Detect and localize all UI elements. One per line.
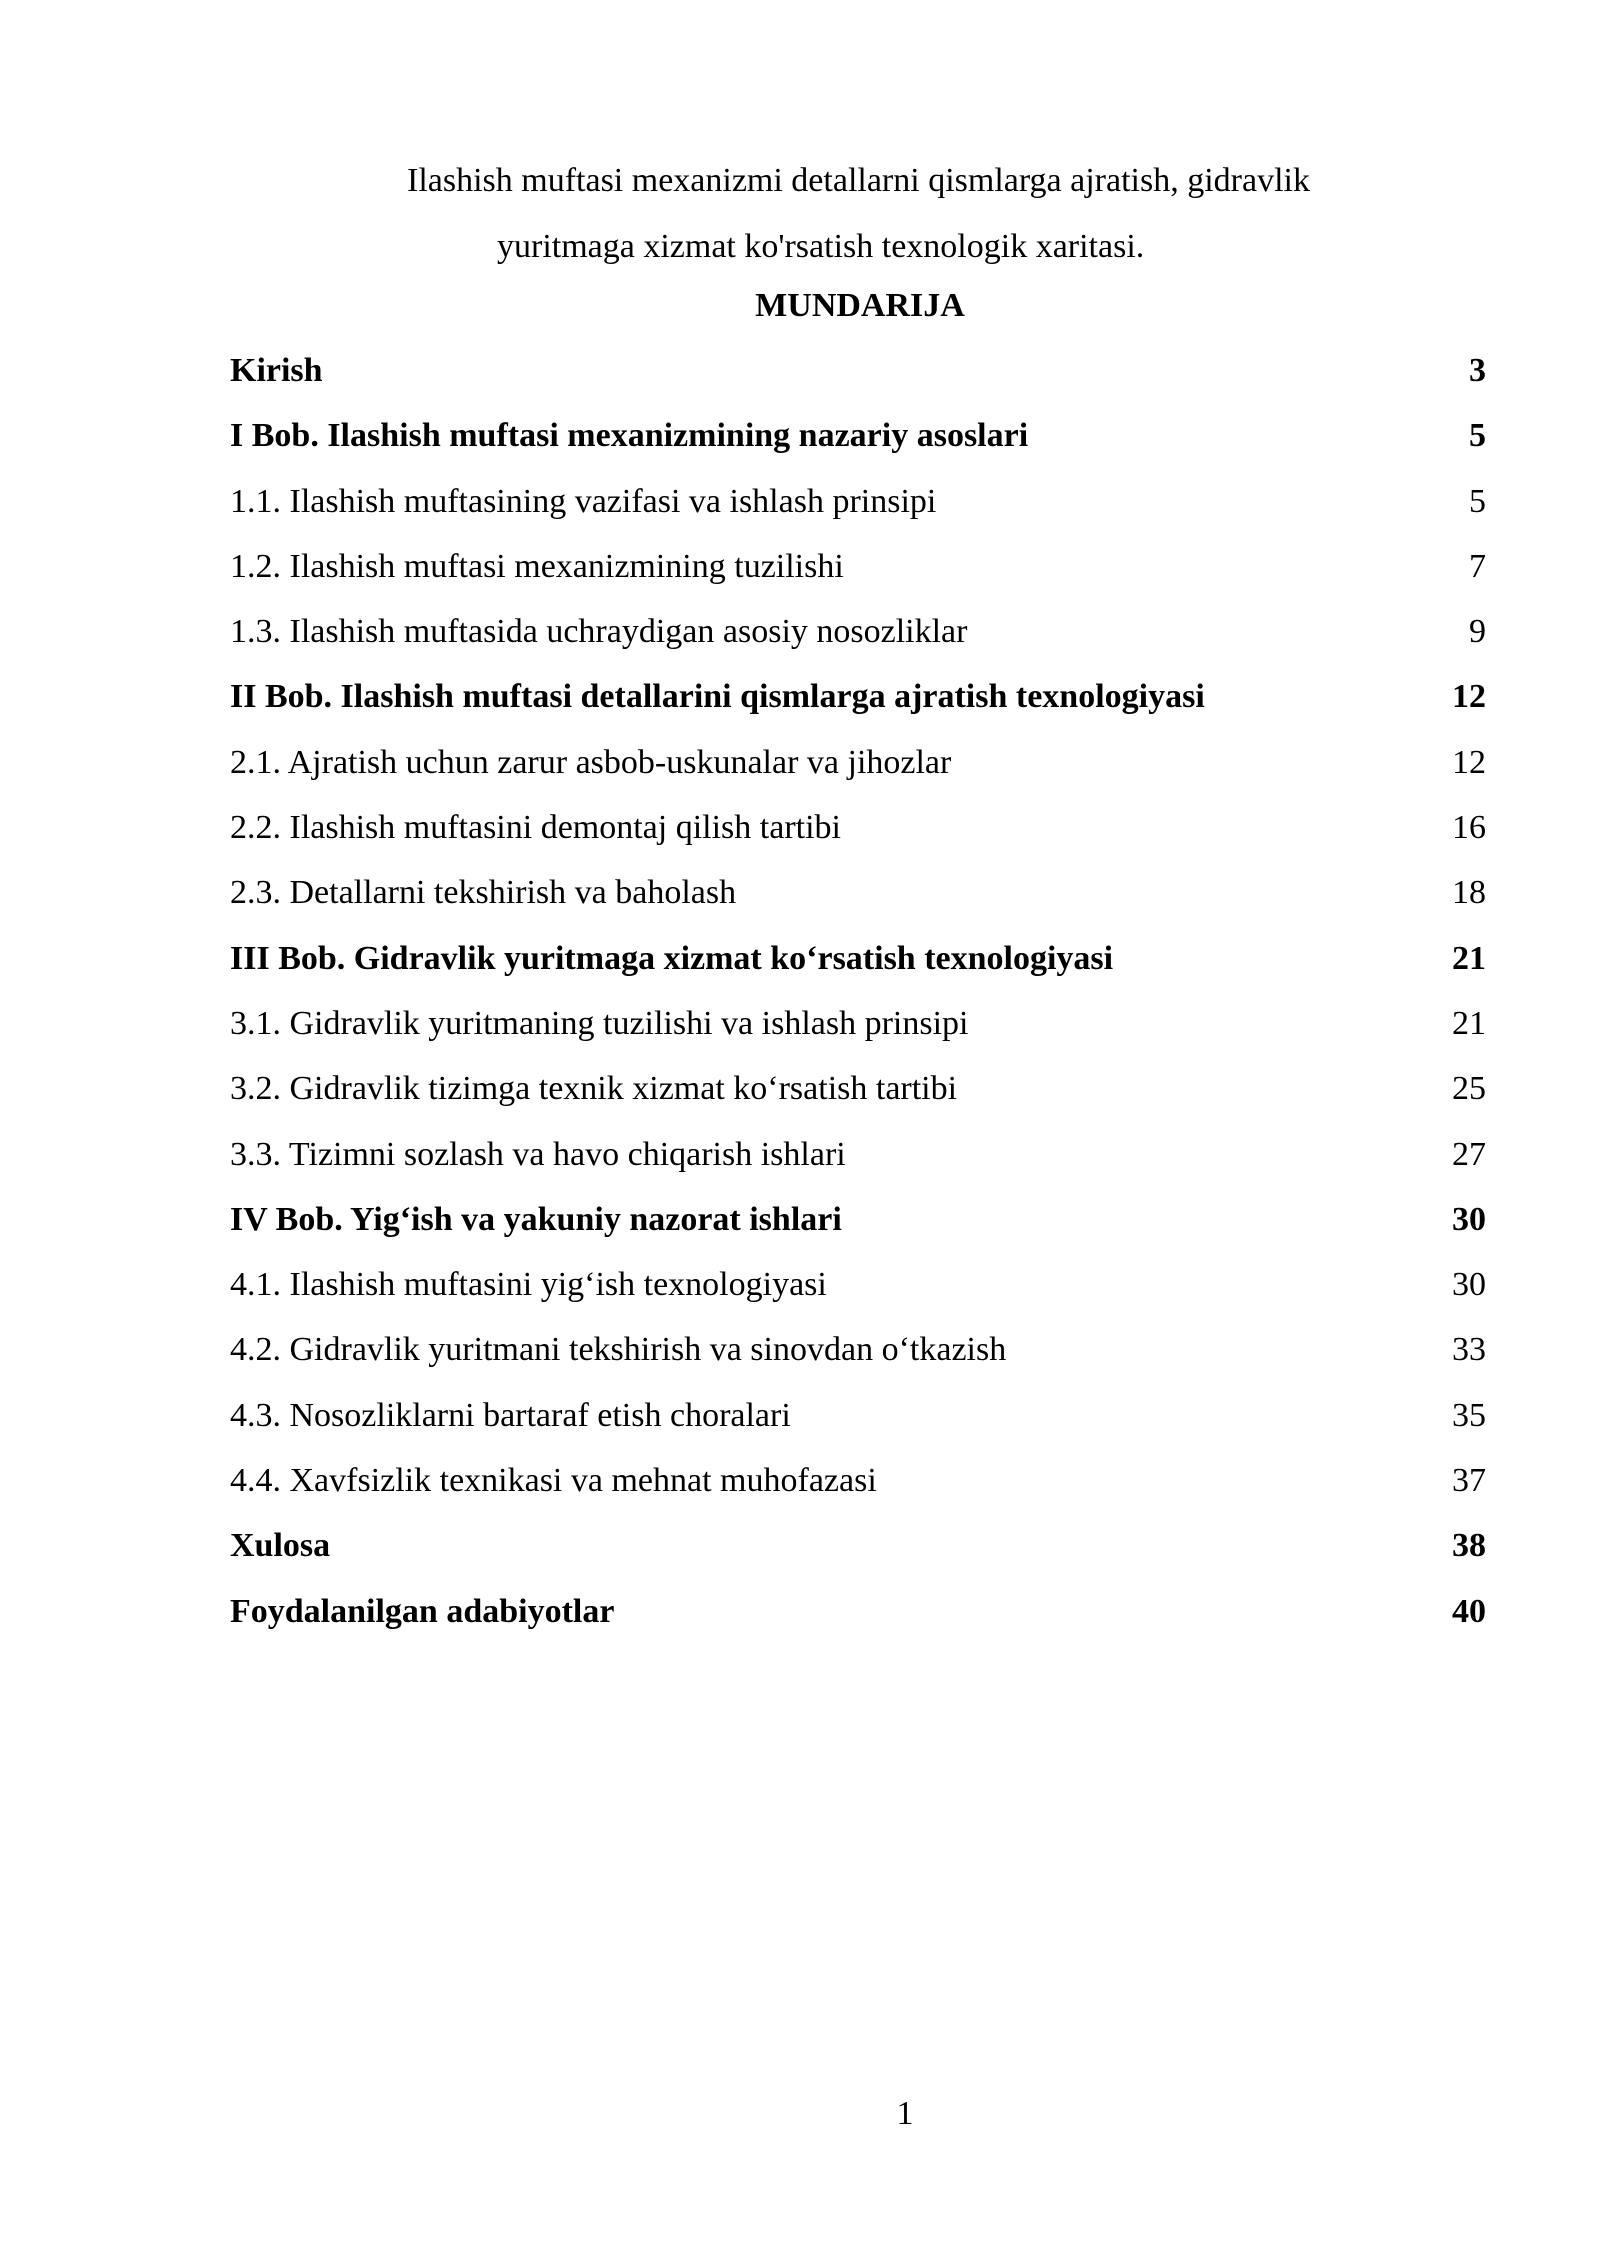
toc-entry-page-number: 12 [1452, 678, 1486, 716]
toc-entry [230, 1587, 1486, 1652]
toc-entry-label: Foydalanilgan adabiyotlar [230, 1592, 615, 1630]
toc-entry-page-number: 30 [1452, 1200, 1486, 1238]
toc-entry [230, 868, 1486, 933]
toc-entry [230, 411, 1486, 476]
toc-entry-page-number: 21 [1452, 1004, 1486, 1042]
toc-entry [230, 803, 1486, 868]
toc-entry-page-number: 3 [1469, 352, 1486, 389]
toc-entry [230, 1456, 1486, 1521]
toc-entry-label: I Bob. Ilashish muftasi mexanizmining nazariy asoslari [230, 417, 1029, 455]
toc-entry [230, 1195, 1486, 1260]
toc-entry [230, 1325, 1486, 1390]
toc-entry-label: 1.1. Ilashish muftasining vazifasi va ishlash prinsipi [230, 482, 937, 520]
toc-entry-page-number: 7 [1469, 547, 1486, 585]
toc-entry-label: 3.2. Gidravlik tizimga texnik xizmat ko‘rsatish tartibi [230, 1070, 958, 1108]
toc-entry-page-number: 27 [1452, 1135, 1486, 1173]
toc-entry-label: III Bob. Gidravlik yuritmaga xizmat ko‘rsatish texnologiyasi [230, 939, 1114, 977]
toc-entry-page-number: 35 [1452, 1396, 1486, 1434]
page-number: 1 [896, 2095, 914, 2132]
toc-entry-label: 1.3. Ilashish muftasida uchraydigan asosiy nosozliklar [230, 613, 968, 651]
toc-entry-page-number: 38 [1452, 1527, 1486, 1565]
toc-entry-label: 4.3. Nosozliklarni bartaraf etish choralari [230, 1396, 791, 1434]
toc-entry-label: 4.2. Gidravlik yuritmani tekshirish va sinovdan o‘tkazish [230, 1331, 1007, 1369]
toc-entry [230, 1521, 1486, 1586]
toc-entry [230, 1130, 1486, 1195]
toc-entry [230, 1064, 1486, 1129]
toc-entry-page-number: 40 [1452, 1592, 1486, 1630]
toc-entry-page-number: 5 [1469, 482, 1486, 520]
toc-entry [230, 542, 1486, 607]
toc-entry-label: 4.4. Xavfsizlik texnikasi va mehnat muhofazasi [230, 1462, 877, 1500]
toc-entry-label: Kirish [230, 352, 323, 389]
toc-entry-page-number: 33 [1452, 1331, 1486, 1369]
toc-entry-label: Xulosa [230, 1527, 331, 1565]
toc-entry-page-number: 21 [1452, 939, 1486, 977]
toc-entry-page-number: 37 [1452, 1462, 1486, 1500]
toc-entry-label: 2.3. Detallarni tekshirish va baholash [230, 874, 737, 912]
toc-entry-label: 2.1. Ajratish uchun zarur asbob-uskunalar va jihozlar [230, 743, 952, 781]
toc-entry-label: 4.1. Ilashish muftasini yig‘ish texnologiyasi [230, 1266, 827, 1304]
toc-entry [230, 672, 1486, 737]
toc-entry-label: 3.3. Tizimni sozlash va havo chiqarish ishlari [230, 1135, 846, 1173]
toc-entry-page-number: 25 [1452, 1070, 1486, 1108]
toc-heading: MUNDARIJA [755, 287, 965, 324]
toc-entry [230, 477, 1486, 542]
toc-entry-label: 3.1. Gidravlik yuritmaning tuzilishi va ishlash prinsipi [230, 1004, 969, 1042]
toc-entry [230, 346, 1486, 411]
toc-entry [230, 738, 1486, 803]
toc-entry [230, 1260, 1486, 1325]
toc-entry-page-number: 12 [1452, 743, 1486, 781]
toc-entry [230, 934, 1486, 999]
toc-entry-page-number: 5 [1469, 417, 1486, 455]
toc-entry [230, 607, 1486, 672]
toc-entry [230, 1391, 1486, 1456]
toc-entry-page-number: 30 [1452, 1266, 1486, 1304]
toc-entry-page-number: 18 [1452, 874, 1486, 912]
toc-entry-label: 2.2. Ilashish muftasini demontaj qilish tartibi [230, 809, 841, 847]
toc-entry-label: II Bob. Ilashish muftasi detallarini qismlarga ajratish texnologiyasi [230, 678, 1205, 716]
toc-entry-page-number: 16 [1452, 809, 1486, 847]
toc-entry-label: IV Bob. Yig‘ish va yakuniy nazorat ishlari [230, 1200, 842, 1238]
table-of-contents [230, 346, 1486, 1652]
toc-entry-label: 1.2. Ilashish muftasi mexanizmining tuzilishi [230, 547, 844, 585]
toc-entry [230, 999, 1486, 1064]
header-title-line-2: yuritmaga xizmat ko'rsatish texnologik xaritasi. [497, 228, 1145, 265]
toc-entry-page-number: 9 [1469, 613, 1486, 651]
header-title-line-1: Ilashish muftasi mexanizmi detallarni qismlarga ajratish, gidravlik [407, 162, 1310, 199]
